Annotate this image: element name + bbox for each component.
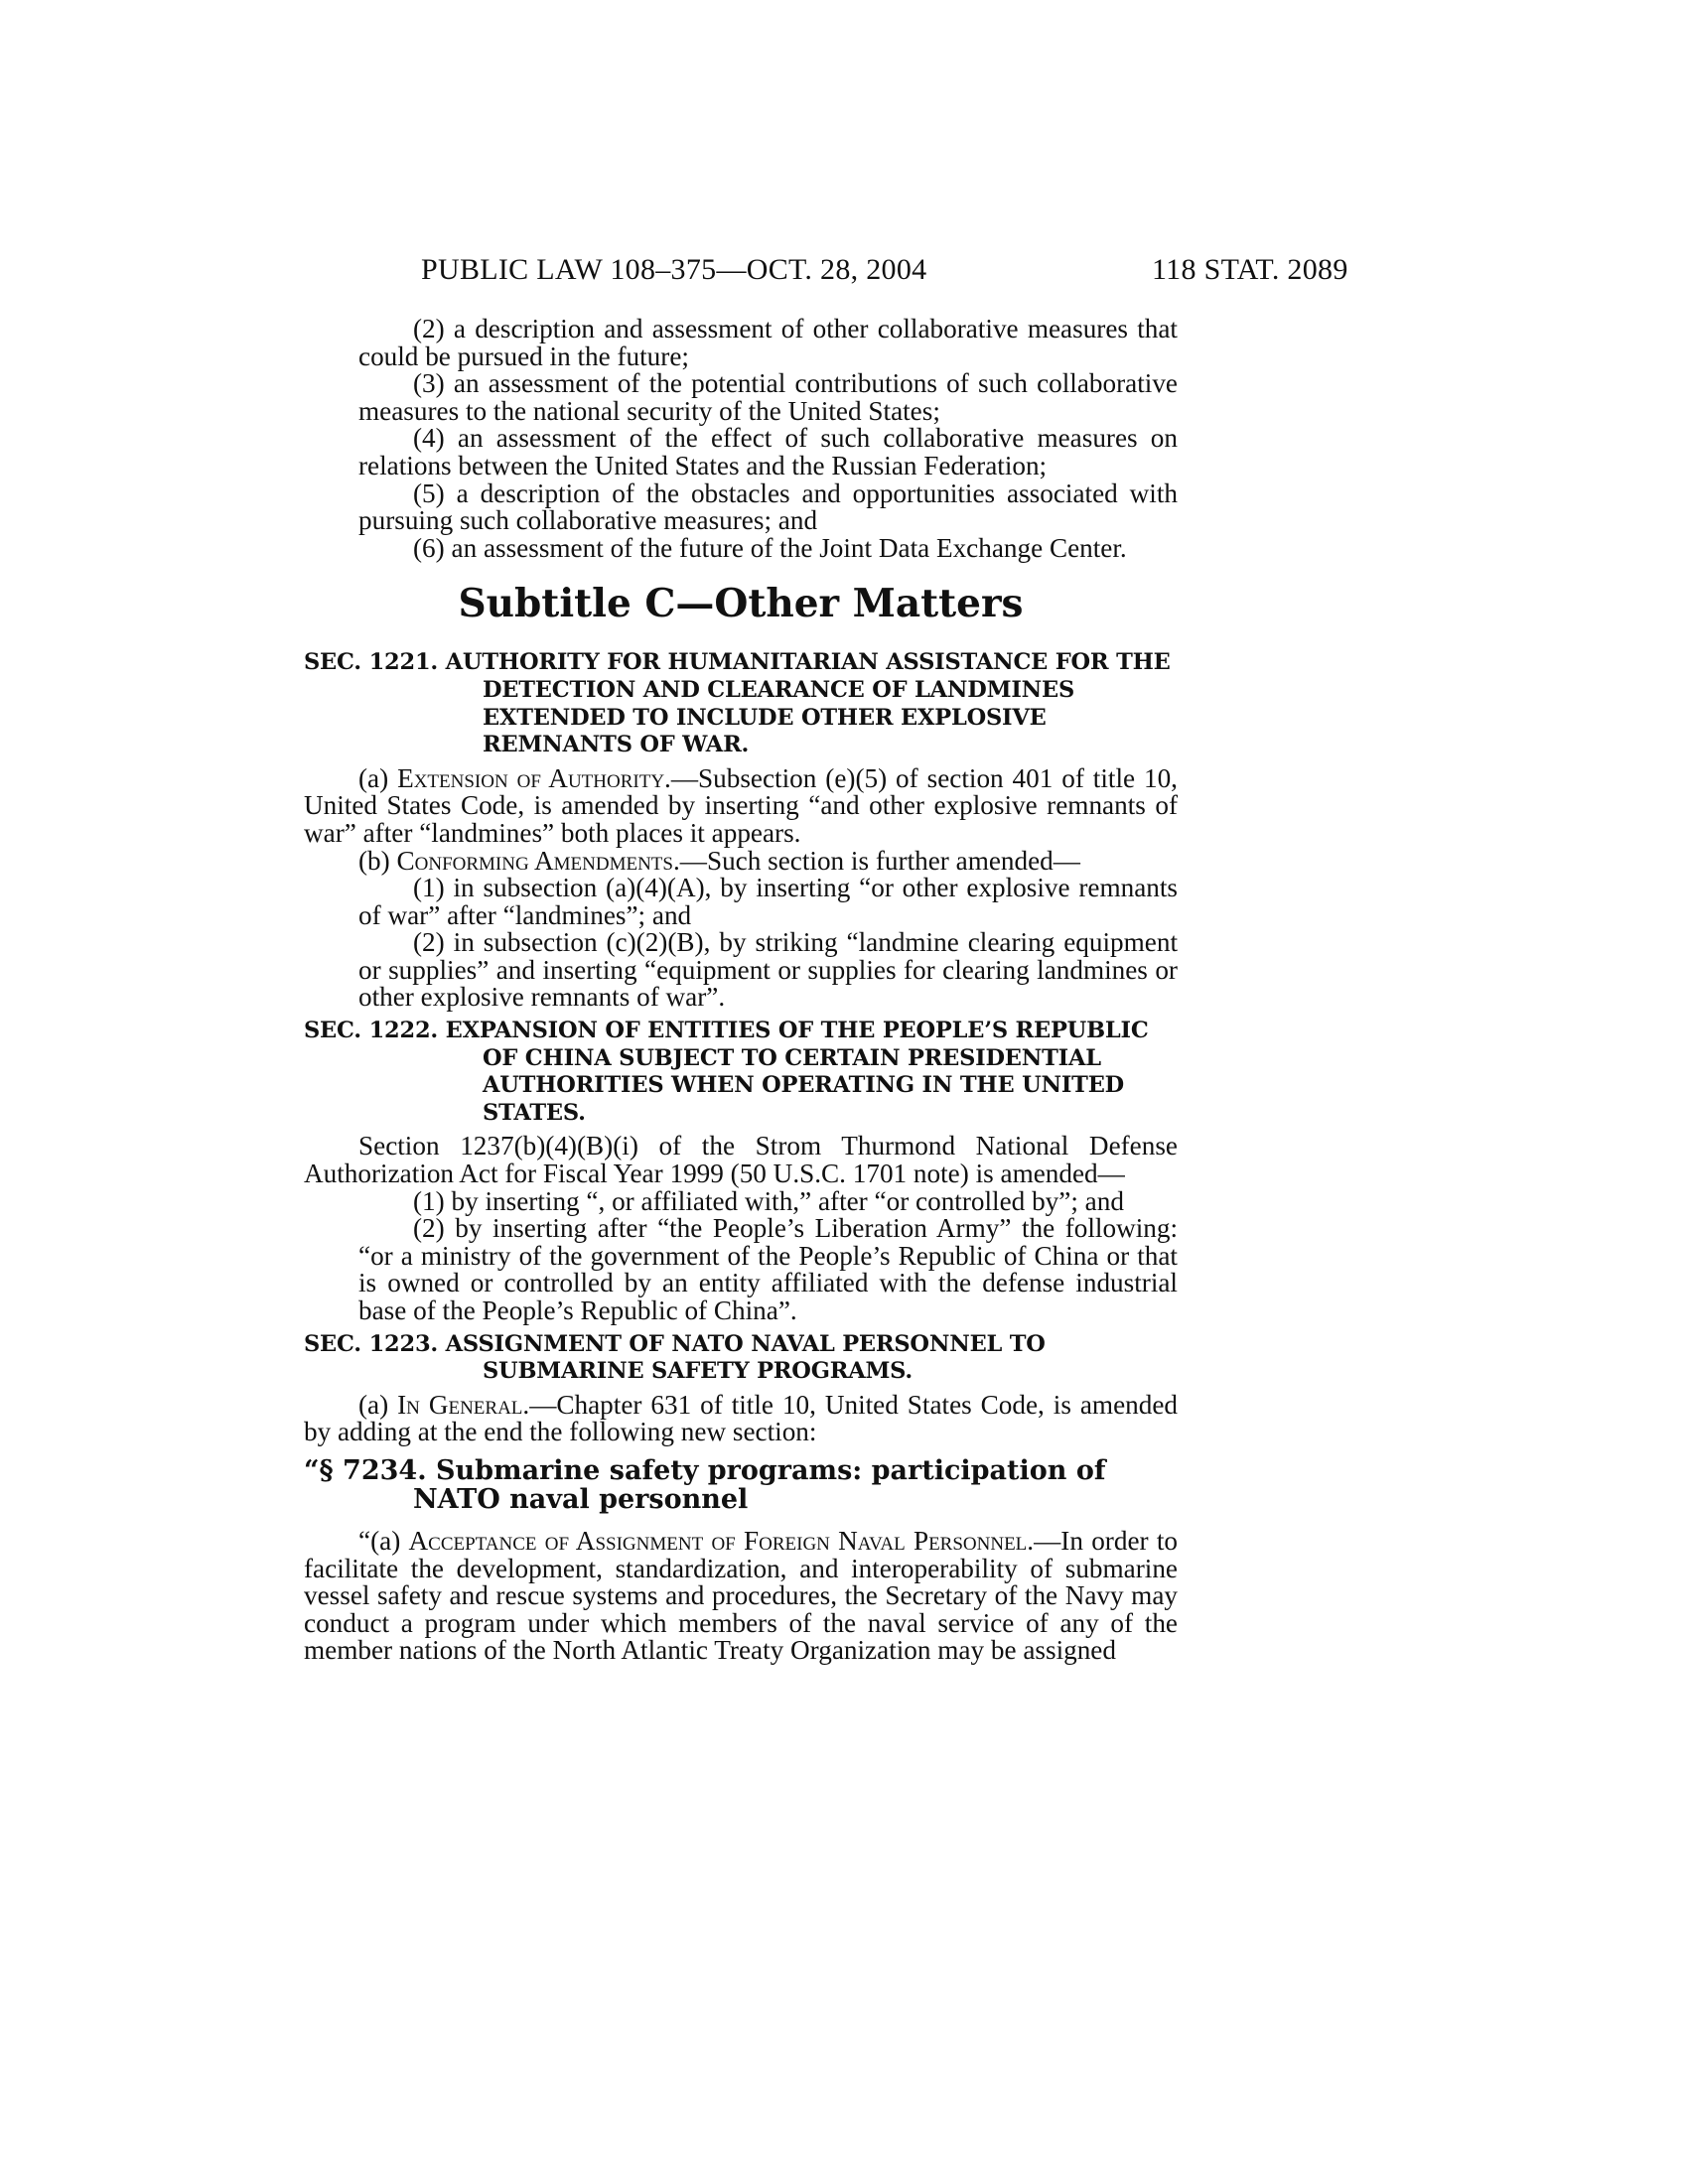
page-header <box>0 253 1688 293</box>
subsection-label: (a) <box>358 762 398 793</box>
list-item: (2) a description and assessment of other collaborative measures that could be pursued in the future; <box>358 314 1178 371</box>
subsection-heading: Acceptance of Assignment of Foreign Naval Personnel <box>408 1525 1028 1556</box>
section-heading-1223: SEC. 1223. ASSIGNMENT OF NATO NAVAL PERSONNEL TO SUBMARINE SAFETY PROGRAMS. <box>304 1330 1046 1385</box>
subsection-heading: Extension of Authority <box>397 762 665 793</box>
list-item: (3) an assessment of the potential contributions of such collaborative measures to the national security of the United States; <box>358 368 1178 426</box>
subsection-text: .—Chapter 631 of title 10, United States Code, is amended by adding at the end the following new section: <box>304 1389 1178 1447</box>
sec1221-subsection-b <box>304 845 1178 876</box>
list-item: (6) an assessment of the future of the Joint Data Exchange Center. <box>413 532 1127 563</box>
new-section-subsection-a <box>304 1525 1178 1666</box>
subsection-text: .—Such section is further amended— <box>672 845 1080 876</box>
sec1223-subsection-a <box>304 1389 1178 1447</box>
sec1222-intro: Section 1237(b)(4)(B)(i) of the Strom Thurmond National Defense Authorization Act for Fiscal Year 1999 (50 U.S.C. 1701 note) is amended— <box>304 1131 1178 1189</box>
subsection-label: (b) <box>358 845 397 876</box>
list-item: (1) in subsection (a)(4)(A), by inserting “or other explosive remnants of war” after “landmines”; and <box>358 873 1178 930</box>
list-item: (5) a description of the obstacles and opportunities associated with pursuing such collaborative measures; and <box>358 478 1178 536</box>
sec1221-subsection-a <box>304 762 1178 848</box>
section-heading-1222: SEC. 1222. EXPANSION OF ENTITIES OF THE PEOPLE’S REPUBLIC OF CHINA SUBJECT TO CERTAIN PRESIDENTIAL AUTHORITIES WHEN OPERATING IN THE UNITED STATES. <box>304 1018 1149 1126</box>
statute-page-number: 118 STAT. 2089 <box>1152 253 1348 286</box>
subsection-heading: Conforming Amendments <box>396 845 673 876</box>
header-title: PUBLIC LAW 108–375—OCT. 28, 2004 <box>421 253 927 286</box>
subtitle-heading: Subtitle C—Other Matters <box>458 581 1024 627</box>
list-item: (2) in subsection (c)(2)(B), by striking “landmine clearing equipment or supplies” and inserting “equipment or supplies for clearing landmines or other explosive remnants of war”. <box>358 927 1178 1013</box>
section-heading-1221: SEC. 1221. AUTHORITY FOR HUMANITARIAN ASSISTANCE FOR THE DETECTION AND CLEARANCE OF LANDMINES EXTENDED TO INCLUDE OTHER EXPLOSIVE REMNANTS OF WAR. <box>304 649 1171 758</box>
document-body <box>304 316 1178 1665</box>
subsection-label: “(a) <box>358 1525 409 1556</box>
subsection-heading: In General <box>397 1389 523 1420</box>
subsection-label: (a) <box>358 1389 398 1420</box>
new-section-heading: “§ 7234. Submarine safety programs: participation of NATO naval personnel <box>304 1454 1106 1515</box>
subsection-text: .—Subsection (e)(5) of section 401 of title 10, United States Code, is amended by inserting “and other explosive remnants of war” after “landmines” both places it appears. <box>304 762 1178 848</box>
subsection-text: .—In order to facilitate the development, standardization, and interoperability of submarine vessel safety and rescue systems and procedures, the Secretary of the Navy may conduct a program under which members of the naval service of any of the member nations of the North Atlantic Treaty Organization may be assigned <box>304 1525 1178 1666</box>
list-item: (4) an assessment of the effect of such collaborative measures on relations between the United States and the Russian Federation; <box>358 423 1178 480</box>
list-item: (1) by inserting “, or affiliated with,” after “or controlled by”; and <box>413 1185 1124 1216</box>
list-item: (2) by inserting after “the People’s Liberation Army” the following: “or a ministry of the government of the People’s Republic of China or that is owned or controlled by an entity affiliated with the defense industrial base of the People’s Republic of China”. <box>358 1213 1178 1325</box>
